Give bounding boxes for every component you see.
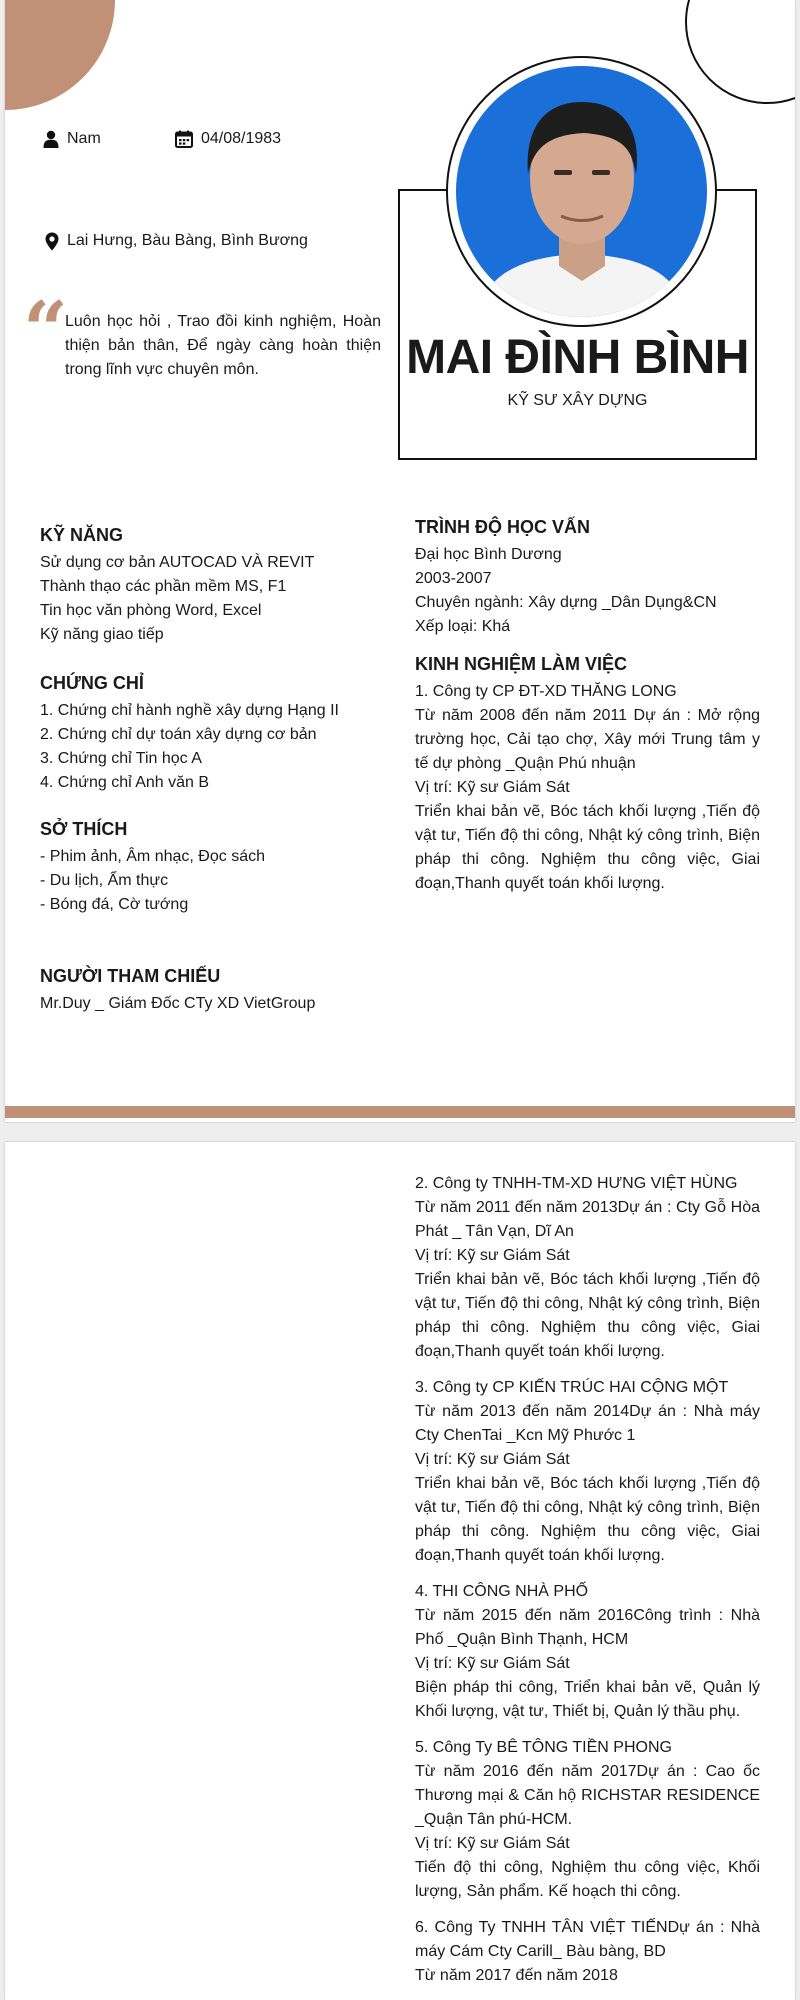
experience-title: KINH NGHIỆM LÀM VIỆC bbox=[415, 654, 628, 674]
experience-continued bbox=[415, 1172, 760, 2000]
job-period: Từ năm 2015 đến năm 2016Công trình : Nhà Phố _Quận Bình Thạnh, HCM bbox=[415, 1607, 760, 1648]
skill-item: Sử dụng cơ bản AUTOCAD VÀ REVIT bbox=[40, 554, 315, 571]
job-duties: Triển khai bản vẽ, Bóc tách khối lượng ,Tiến độ vật tư, Tiến độ thi công, Nhật ký công trình, Biện pháp thi công. Nghiệm thu công việc, Giai đoạn,Thanh quyết toán khối lượng. bbox=[415, 1271, 760, 1360]
job-company: 1. Công ty CP ĐT-XD THĂNG LONG bbox=[415, 683, 677, 700]
job-period: Từ năm 2016 đến năm 2017Dự án : Cao ốc Thương mại & Căn hộ RICHSTAR RESIDENCE _Quận Tân phú-HCM. bbox=[415, 1763, 760, 1828]
education-item: Chuyên ngành: Xây dựng _Dân Dụng&CN bbox=[415, 594, 717, 611]
gender-value: Nam bbox=[67, 130, 101, 147]
certificate-item: 3. Chứng chỉ Tin học A bbox=[40, 750, 202, 767]
job-position: Vị trí: Kỹ sư Giám Sát bbox=[415, 1655, 570, 1672]
dob-row bbox=[175, 129, 281, 149]
education-section bbox=[415, 515, 760, 639]
certificates-title: CHỨNG CHỈ bbox=[40, 673, 144, 693]
skills-section bbox=[40, 523, 370, 647]
certificate-item: 1. Chứng chỉ hành nghề xây dựng Hạng II bbox=[40, 702, 339, 719]
address-value: Lai Hưng, Bàu Bàng, Bình Bương bbox=[67, 232, 308, 249]
cv-page-2 bbox=[5, 1142, 795, 2000]
hobby-item: - Du lịch, Ẩm thực bbox=[40, 872, 169, 889]
job-entry bbox=[415, 1172, 760, 1364]
accent-bar bbox=[5, 1106, 795, 1118]
hobbies-section bbox=[40, 817, 370, 917]
hobbies-title: SỞ THÍCH bbox=[40, 819, 128, 839]
job-period: Từ năm 2011 đến năm 2013Dự án : Cty Gỗ Hòa Phát _ Tân Vạn, Dĩ An bbox=[415, 1199, 760, 1240]
calendar-icon bbox=[175, 130, 193, 148]
skill-item: Thành thạo các phần mềm MS, F1 bbox=[40, 578, 287, 595]
job-title: KỸ SƯ XÂY DỰNG bbox=[507, 392, 648, 409]
references-section bbox=[40, 964, 370, 1016]
job-entry bbox=[415, 1376, 760, 1568]
quote-mark-icon: “ bbox=[23, 285, 68, 376]
job-company: 4. THI CÔNG NHÀ PHỐ bbox=[415, 1583, 589, 1600]
job-position: Vị trí: Kỹ sư Giám Sát bbox=[415, 1247, 570, 1264]
decor-circle-top-right bbox=[685, 0, 795, 104]
cv-page-1 bbox=[5, 0, 795, 1122]
job-duties: Tiến độ thi công, Nghiệm thu công việc, Khối lượng, Sản phẩm. Kế hoạch thi công. bbox=[415, 1859, 760, 1900]
reference-item: Mr.Duy _ Giám Đốc CTy XD VietGroup bbox=[40, 995, 316, 1012]
job-position: Vị trí: Kỹ sư Giám Sát bbox=[415, 1451, 570, 1468]
job-company: 5. Công Ty BÊ TÔNG TIỀN PHONG bbox=[415, 1739, 672, 1756]
job-entry bbox=[415, 680, 760, 896]
hobby-item: - Phim ảnh, Âm nhạc, Đọc sách bbox=[40, 848, 265, 865]
decor-circle-top-left bbox=[5, 0, 115, 110]
avatar bbox=[456, 66, 707, 317]
address-row bbox=[45, 231, 308, 251]
job-company: 3. Công ty CP KIẾN TRÚC HAI CỘNG MỘT bbox=[415, 1379, 729, 1396]
job-position: Vị trí: Kỹ sư Giám Sát bbox=[415, 779, 570, 796]
education-item: Xếp loại: Khá bbox=[415, 618, 511, 635]
job-period: Từ năm 2008 đến năm 2011 Dự án : Mở rộng trường học, Cải tạo chợ, Xây mới Trung tâm y tế dự phòng _Quận Phú nhuận bbox=[415, 707, 760, 772]
education-item: Đại học Bình Dương bbox=[415, 546, 562, 563]
certificates-section bbox=[40, 671, 370, 795]
person-icon bbox=[43, 130, 59, 148]
job-period: Từ năm 2013 đến năm 2014Dự án : Nhà máy Cty ChenTai _Kcn Mỹ Phước 1 bbox=[415, 1403, 760, 1444]
certificate-item: 2. Chứng chỉ dự toán xây dựng cơ bản bbox=[40, 726, 317, 743]
job-entry bbox=[415, 1736, 760, 1904]
dob-value: 04/08/1983 bbox=[201, 130, 282, 147]
career-objective: Luôn học hỏi , Trao đồi kinh nghiệm, Hoàn thiện bản thân, Để ngày càng hoàn thiện trong lĩnh vực chuyên môn. bbox=[65, 313, 381, 378]
job-company: 6. Công Ty TNHH TÂN VIỆT TIẾNDự án : Nhà máy Cám Cty Carill_ Bàu bàng, BD bbox=[415, 1919, 760, 1960]
education-item: 2003-2007 bbox=[415, 570, 492, 587]
job-company: 2. Công ty TNHH-TM-XD HƯNG VIỆT HÙNG bbox=[415, 1175, 738, 1192]
skill-item: Tin học văn phòng Word, Excel bbox=[40, 602, 262, 619]
job-entry bbox=[415, 1580, 760, 1724]
portrait-image bbox=[456, 66, 707, 317]
education-title: TRÌNH ĐỘ HỌC VẤN bbox=[415, 517, 590, 537]
profile-photo bbox=[446, 56, 717, 327]
certificate-item: 4. Chứng chỉ Anh văn B bbox=[40, 774, 210, 791]
hobby-item: - Bóng đá, Cờ tướng bbox=[40, 896, 189, 913]
full-name: MAI ĐÌNH BÌNH bbox=[406, 331, 749, 384]
job-period: Từ năm 2017 đến năm 2018 bbox=[415, 1967, 618, 1984]
job-entry bbox=[415, 1916, 760, 1988]
job-position: Vị trí: Kỹ sư Giám Sát bbox=[415, 1835, 570, 1852]
job-duties: Biện pháp thi công, Triển khai bản vẽ, Quản lý Khối lượng, vật tư, Thiết bị, Quản lý thầu phụ. bbox=[415, 1679, 760, 1720]
skill-item: Kỹ năng giao tiếp bbox=[40, 626, 164, 643]
skills-title: KỸ NĂNG bbox=[40, 525, 124, 545]
job-duties: Triển khai bản vẽ, Bóc tách khối lượng ,Tiến độ vật tư, Tiến độ thi công, Nhật ký công trình, Biện pháp thi công. Nghiệm thu công việc, Giai đoạn,Thanh quyết toán khối lượng. bbox=[415, 803, 760, 892]
job-duties: Triển khai bản vẽ, Bóc tách khối lượng ,Tiến độ vật tư, Tiến độ thi công, Nhật ký công trình, Biện pháp thi công. Nghiệm thu công việc, Giai đoạn,Thanh quyết toán khối lượng. bbox=[415, 1475, 760, 1564]
experience-section bbox=[415, 652, 760, 908]
references-title: NGƯỜI THAM CHIẾU bbox=[40, 966, 221, 986]
gender-row bbox=[43, 129, 101, 149]
location-pin-icon bbox=[45, 232, 59, 251]
